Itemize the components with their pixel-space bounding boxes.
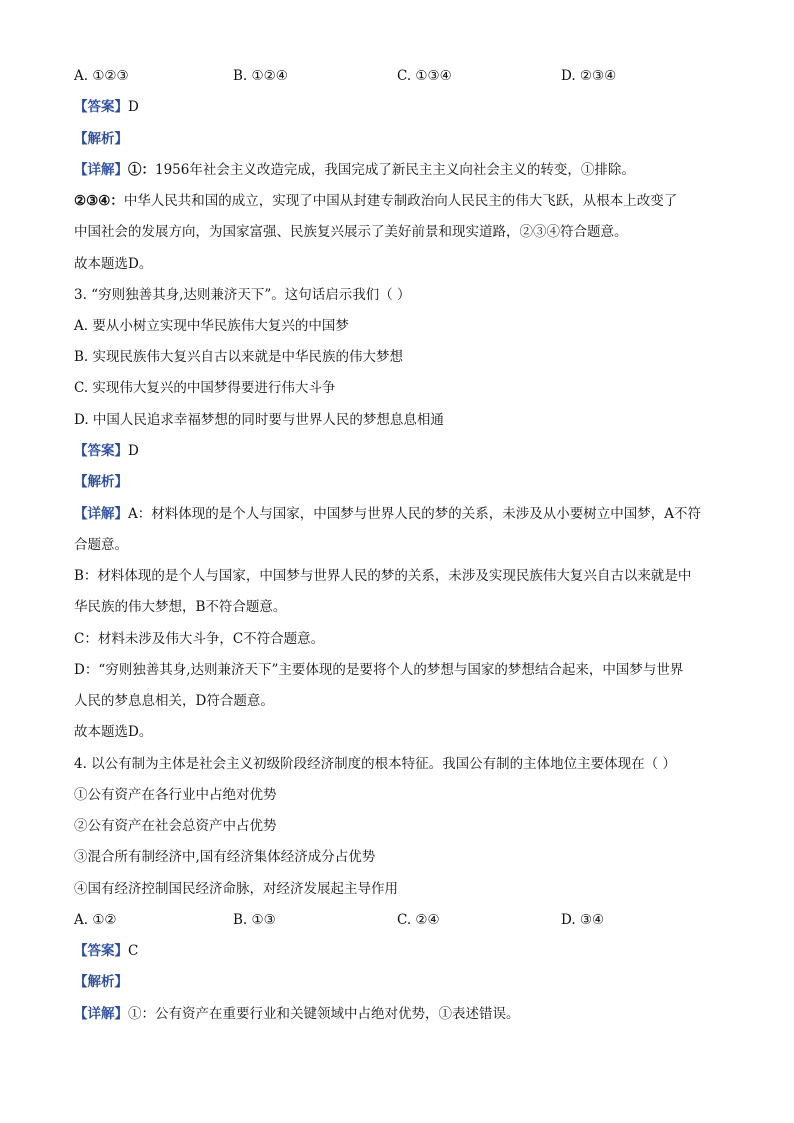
- analysis-tag: 【解析】: [74, 974, 128, 990]
- q3-detail-a1: [74, 504, 734, 524]
- analysis-tag: 【解析】: [74, 131, 128, 147]
- q3-option-d: D. 中国人民追求幸福梦想的同时要与世界人民的梦想息息相通: [74, 412, 444, 428]
- q4-options: [74, 910, 714, 930]
- q2-option-b: B. ①②④: [233, 68, 288, 84]
- detail-tag: 【详解】: [74, 162, 128, 178]
- q3-conclusion: 故本题选D。: [74, 724, 153, 740]
- detail-text: A：材料体现的是个人与国家，中国梦与世界人民的梦的关系，未涉及从小要树立中国梦，A不符: [128, 506, 701, 522]
- q4-statement-3: ③混合所有制经济中,国有经济集体经济成分占优势: [74, 849, 376, 865]
- q4-option-b: B. ①③: [233, 912, 276, 928]
- q4-statement-2: ②公有资产在社会总资产中占优势: [74, 818, 277, 834]
- detail-text: ①：公有资产在重要行业和关键领域中占绝对优势，①表述错误。: [128, 1006, 520, 1022]
- q3-detail-b1: B：材料体现的是个人与国家，中国梦与世界人民的梦的关系，未涉及实现民族伟大复兴自古以来就是中: [74, 568, 692, 584]
- q3-option-b: B. 实现民族伟大复兴自古以来就是中华民族的伟大梦想: [74, 349, 404, 365]
- q2-analysis-heading: [74, 129, 734, 149]
- q4-detail-1: [74, 1004, 734, 1024]
- q2-answer: [74, 97, 734, 117]
- q3-option-c: C. 实现伟大复兴的中国梦得要进行伟大斗争: [74, 380, 336, 396]
- q4-statement-1: ①公有资产在各行业中占绝对优势: [74, 787, 277, 803]
- q4-statement-4: ④国有经济控制国民经济命脉，对经济发展起主导作用: [74, 881, 398, 897]
- detail-lead: ①：: [128, 162, 155, 178]
- q2-detail-2b: 中国社会的发展方向，为国家富强、民族复兴展示了美好前景和现实道路，②③④符合题意。: [74, 224, 628, 240]
- analysis-tag: 【解析】: [74, 474, 128, 490]
- q3-detail-a2: 合题意。: [74, 537, 128, 553]
- q3-analysis-heading: [74, 472, 734, 492]
- detail-lead: ②③④：: [74, 193, 124, 209]
- detail-text: 中华人民共和国的成立，实现了中国从封建专制政治向人民民主的伟大飞跃，从根本上改变了: [123, 193, 678, 209]
- q4-stem: 4. 以公有制为主体是社会主义初级阶段经济制度的根本特征。我国公有制的主体地位主要体现在（ ）: [74, 756, 676, 772]
- answer-tag: 【答案】: [74, 443, 128, 459]
- answer-tag: 【答案】: [74, 943, 128, 959]
- q4-answer: [74, 941, 734, 961]
- q4-option-d: D. ③④: [561, 912, 605, 928]
- answer-value: C: [128, 943, 139, 959]
- answer-tag: 【答案】: [74, 99, 128, 115]
- q2-option-d: D. ②③④: [561, 68, 617, 84]
- answer-value: D: [128, 443, 139, 459]
- q3-answer: [74, 441, 734, 461]
- answer-value: D: [128, 99, 139, 115]
- detail-text: 1956年社会主义改造完成，我国完成了新民主主义向社会主义的转变，①排除。: [155, 162, 635, 178]
- q3-option-a: A. 要从小树立实现中华民族伟大复兴的中国梦: [74, 318, 349, 334]
- q3-detail-c: C：材料未涉及伟大斗争，C不符合题意。: [74, 631, 325, 647]
- q3-detail-d1: D：“穷则独善其身,达则兼济天下”主要体现的是要将个人的梦想与国家的梦想结合起来，中国梦与世界: [74, 662, 684, 678]
- q2-options: [74, 66, 714, 86]
- q2-option-a: A. ①②③: [74, 68, 129, 84]
- q2-option-c: C. ①③④: [397, 68, 452, 84]
- q4-option-a: A. ①②: [74, 912, 117, 928]
- q4-option-c: C. ②④: [397, 912, 440, 928]
- q2-detail-1: [74, 160, 734, 180]
- q3-stem: 3. “穷则独善其身,达则兼济天下”。这句话启示我们（ ）: [74, 287, 411, 303]
- q2-conclusion: 故本题选D。: [74, 256, 153, 272]
- q4-analysis-heading: [74, 972, 734, 992]
- q3-detail-d2: 人民的梦息息相关，D符合题意。: [74, 693, 274, 709]
- detail-tag: 【详解】: [74, 506, 128, 522]
- q2-detail-2a: [74, 191, 734, 211]
- q3-detail-b2: 华民族的伟大梦想，B不符合题意。: [74, 599, 287, 615]
- detail-tag: 【详解】: [74, 1006, 128, 1022]
